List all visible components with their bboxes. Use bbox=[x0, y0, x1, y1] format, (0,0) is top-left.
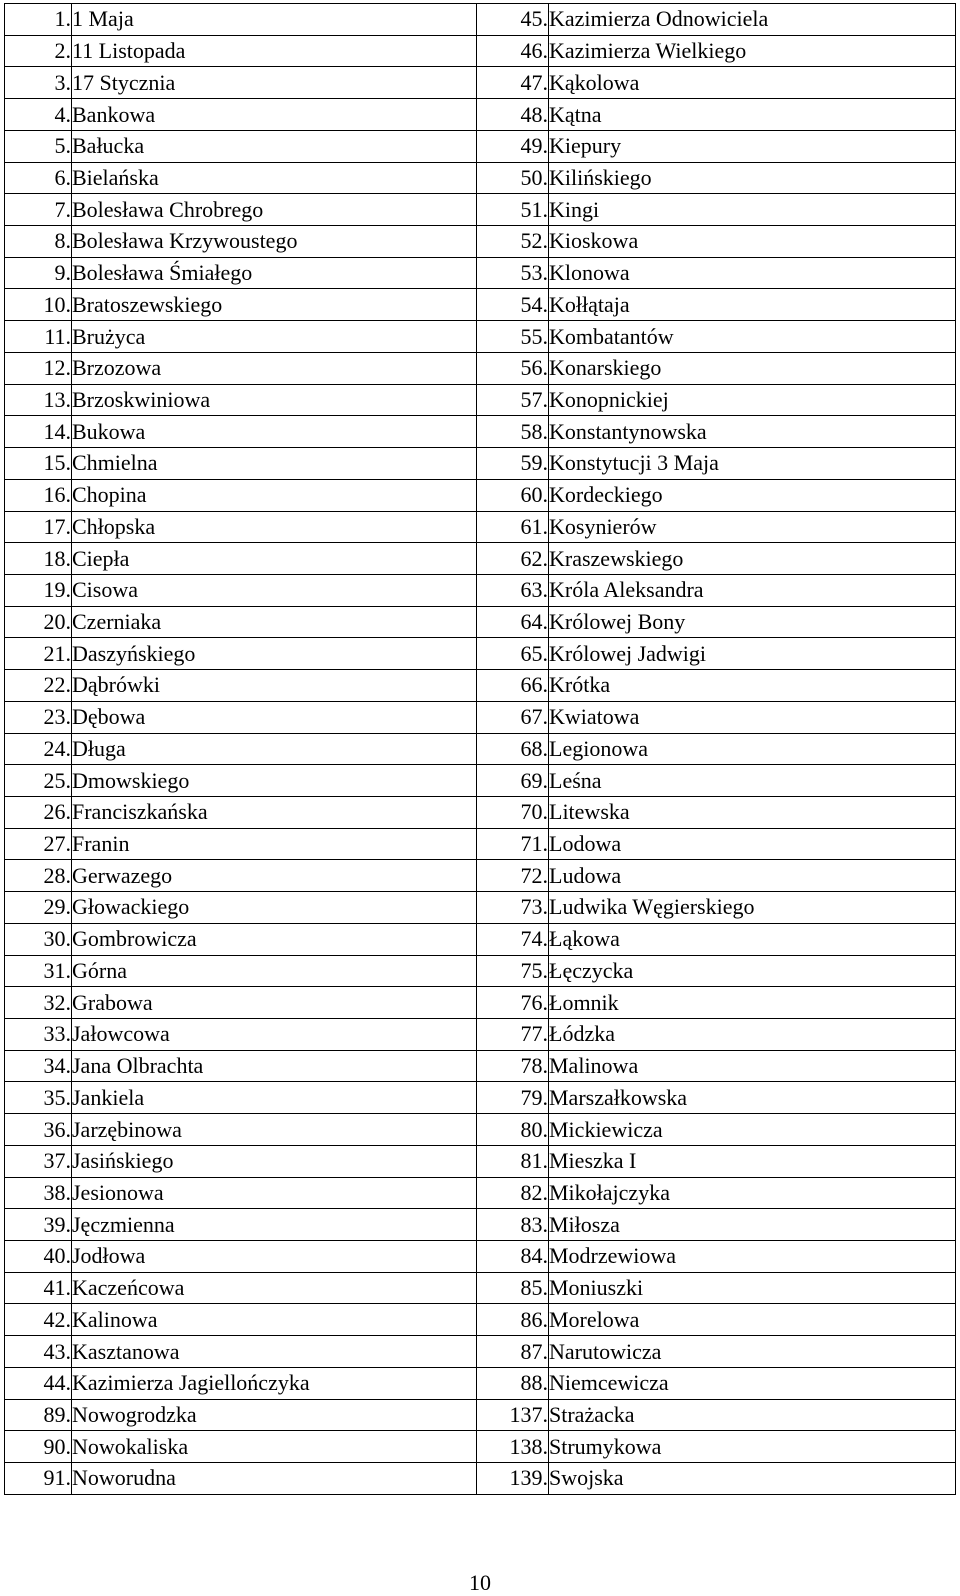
left-number-cell: 4. bbox=[5, 99, 72, 131]
table-row bbox=[5, 1209, 956, 1241]
right-number-cell: 66. bbox=[477, 670, 549, 702]
left-street-name-cell: Daszyńskiego bbox=[72, 638, 477, 670]
right-street-name-cell: Narutowicza bbox=[549, 1336, 956, 1368]
table-row bbox=[5, 828, 956, 860]
right-number-cell: 80. bbox=[477, 1114, 549, 1146]
left-street-name-cell: 11 Listopada bbox=[72, 35, 477, 67]
right-street-name-cell: Miłosza bbox=[549, 1209, 956, 1241]
left-street-name-cell: Dębowa bbox=[72, 701, 477, 733]
left-number-cell: 90. bbox=[5, 1431, 72, 1463]
table-row bbox=[5, 479, 956, 511]
right-number-cell: 62. bbox=[477, 543, 549, 575]
left-number-cell: 17. bbox=[5, 511, 72, 543]
right-street-name-cell: Litewska bbox=[549, 796, 956, 828]
left-street-name-cell: Jasińskiego bbox=[72, 1145, 477, 1177]
left-street-name-cell: Bałucka bbox=[72, 130, 477, 162]
table-row bbox=[5, 765, 956, 797]
right-number-cell: 58. bbox=[477, 416, 549, 448]
left-number-cell: 1. bbox=[5, 4, 72, 36]
right-number-cell: 87. bbox=[477, 1336, 549, 1368]
right-street-name-cell: Królowej Bony bbox=[549, 606, 956, 638]
left-number-cell: 22. bbox=[5, 670, 72, 702]
table-row bbox=[5, 892, 956, 924]
left-street-name-cell: Jodłowa bbox=[72, 1241, 477, 1273]
left-number-cell: 36. bbox=[5, 1114, 72, 1146]
table-row bbox=[5, 35, 956, 67]
right-number-cell: 47. bbox=[477, 67, 549, 99]
left-street-name-cell: Ciepła bbox=[72, 543, 477, 575]
table-row bbox=[5, 257, 956, 289]
left-street-name-cell: Kazimierza Jagiellończyka bbox=[72, 1367, 477, 1399]
table-row bbox=[5, 987, 956, 1019]
right-number-cell: 69. bbox=[477, 765, 549, 797]
right-number-cell: 78. bbox=[477, 1050, 549, 1082]
right-number-cell: 85. bbox=[477, 1272, 549, 1304]
table-row bbox=[5, 670, 956, 702]
right-street-name-cell: Mickiewicza bbox=[549, 1114, 956, 1146]
left-street-name-cell: Jesionowa bbox=[72, 1177, 477, 1209]
right-number-cell: 137. bbox=[477, 1399, 549, 1431]
left-street-name-cell: Kaczeńcowa bbox=[72, 1272, 477, 1304]
table-row bbox=[5, 796, 956, 828]
table-row bbox=[5, 226, 956, 258]
right-street-name-cell: Kiepury bbox=[549, 130, 956, 162]
left-street-name-cell: Bielańska bbox=[72, 162, 477, 194]
right-street-name-cell: Legionowa bbox=[549, 733, 956, 765]
table-row bbox=[5, 99, 956, 131]
right-number-cell: 77. bbox=[477, 1019, 549, 1051]
left-number-cell: 7. bbox=[5, 194, 72, 226]
left-number-cell: 5. bbox=[5, 130, 72, 162]
right-number-cell: 48. bbox=[477, 99, 549, 131]
left-number-cell: 12. bbox=[5, 352, 72, 384]
right-street-name-cell: Klonowa bbox=[549, 257, 956, 289]
left-number-cell: 29. bbox=[5, 892, 72, 924]
left-number-cell: 24. bbox=[5, 733, 72, 765]
right-street-name-cell: Kombatantów bbox=[549, 321, 956, 353]
table-row bbox=[5, 4, 956, 36]
left-street-name-cell: Brzoskwiniowa bbox=[72, 384, 477, 416]
left-street-name-cell: 17 Stycznia bbox=[72, 67, 477, 99]
left-street-name-cell: Jęczmienna bbox=[72, 1209, 477, 1241]
left-street-name-cell: Gombrowicza bbox=[72, 923, 477, 955]
left-number-cell: 19. bbox=[5, 574, 72, 606]
right-number-cell: 81. bbox=[477, 1145, 549, 1177]
table-row bbox=[5, 1082, 956, 1114]
right-street-name-cell: Ludowa bbox=[549, 860, 956, 892]
left-street-name-cell: Nowokaliska bbox=[72, 1431, 477, 1463]
left-street-name-cell: Kasztanowa bbox=[72, 1336, 477, 1368]
table-row bbox=[5, 352, 956, 384]
left-street-name-cell: Bukowa bbox=[72, 416, 477, 448]
right-street-name-cell: Niemcewicza bbox=[549, 1367, 956, 1399]
table-row bbox=[5, 130, 956, 162]
right-number-cell: 50. bbox=[477, 162, 549, 194]
right-street-name-cell: Mikołajczyka bbox=[549, 1177, 956, 1209]
right-street-name-cell: Konopnickiej bbox=[549, 384, 956, 416]
left-street-name-cell: Kalinowa bbox=[72, 1304, 477, 1336]
left-number-cell: 25. bbox=[5, 765, 72, 797]
table-row bbox=[5, 67, 956, 99]
right-street-name-cell: Modrzewiowa bbox=[549, 1241, 956, 1273]
right-number-cell: 83. bbox=[477, 1209, 549, 1241]
table-row bbox=[5, 574, 956, 606]
table-row bbox=[5, 1019, 956, 1051]
right-number-cell: 46. bbox=[477, 35, 549, 67]
left-street-name-cell: Jankiela bbox=[72, 1082, 477, 1114]
right-street-name-cell: Kilińskiego bbox=[549, 162, 956, 194]
left-street-name-cell: Brzozowa bbox=[72, 352, 477, 384]
right-street-name-cell: Łomnik bbox=[549, 987, 956, 1019]
right-number-cell: 73. bbox=[477, 892, 549, 924]
right-number-cell: 139. bbox=[477, 1463, 549, 1495]
left-number-cell: 9. bbox=[5, 257, 72, 289]
right-street-name-cell: Malinowa bbox=[549, 1050, 956, 1082]
right-number-cell: 53. bbox=[477, 257, 549, 289]
right-street-name-cell: Strumykowa bbox=[549, 1431, 956, 1463]
left-number-cell: 34. bbox=[5, 1050, 72, 1082]
right-number-cell: 59. bbox=[477, 448, 549, 480]
right-street-name-cell: Morelowa bbox=[549, 1304, 956, 1336]
left-street-name-cell: Gerwazego bbox=[72, 860, 477, 892]
table-row bbox=[5, 194, 956, 226]
table-row bbox=[5, 860, 956, 892]
right-street-name-cell: Łódzka bbox=[549, 1019, 956, 1051]
left-street-name-cell: Bratoszewskiego bbox=[72, 289, 477, 321]
left-street-name-cell: 1 Maja bbox=[72, 4, 477, 36]
right-street-name-cell: Łęczycka bbox=[549, 955, 956, 987]
right-number-cell: 67. bbox=[477, 701, 549, 733]
table-row bbox=[5, 1241, 956, 1273]
right-street-name-cell: Lodowa bbox=[549, 828, 956, 860]
left-number-cell: 44. bbox=[5, 1367, 72, 1399]
left-number-cell: 16. bbox=[5, 479, 72, 511]
right-number-cell: 51. bbox=[477, 194, 549, 226]
left-street-name-cell: Nowogrodzka bbox=[72, 1399, 477, 1431]
table-row bbox=[5, 733, 956, 765]
left-number-cell: 40. bbox=[5, 1241, 72, 1273]
table-row bbox=[5, 416, 956, 448]
right-street-name-cell: Leśna bbox=[549, 765, 956, 797]
right-street-name-cell: Konstytucji 3 Maja bbox=[549, 448, 956, 480]
table-row bbox=[5, 511, 956, 543]
table-row bbox=[5, 1304, 956, 1336]
right-number-cell: 49. bbox=[477, 130, 549, 162]
right-street-name-cell: Królowej Jadwigi bbox=[549, 638, 956, 670]
table-row bbox=[5, 1114, 956, 1146]
right-number-cell: 64. bbox=[477, 606, 549, 638]
left-number-cell: 42. bbox=[5, 1304, 72, 1336]
left-street-name-cell: Chopina bbox=[72, 479, 477, 511]
right-street-name-cell: Kosynierów bbox=[549, 511, 956, 543]
right-number-cell: 55. bbox=[477, 321, 549, 353]
left-number-cell: 11. bbox=[5, 321, 72, 353]
right-street-name-cell: Moniuszki bbox=[549, 1272, 956, 1304]
left-street-name-cell: Jarzębinowa bbox=[72, 1114, 477, 1146]
table-row bbox=[5, 1399, 956, 1431]
right-street-name-cell: Konstantynowska bbox=[549, 416, 956, 448]
left-number-cell: 33. bbox=[5, 1019, 72, 1051]
table-row bbox=[5, 1463, 956, 1495]
table-row bbox=[5, 923, 956, 955]
right-number-cell: 68. bbox=[477, 733, 549, 765]
table-row bbox=[5, 1367, 956, 1399]
left-street-name-cell: Franin bbox=[72, 828, 477, 860]
left-street-name-cell: Dąbrówki bbox=[72, 670, 477, 702]
right-street-name-cell: Łąkowa bbox=[549, 923, 956, 955]
left-street-name-cell: Długa bbox=[72, 733, 477, 765]
left-street-name-cell: Bankowa bbox=[72, 99, 477, 131]
left-street-name-cell: Franciszkańska bbox=[72, 796, 477, 828]
table-row bbox=[5, 384, 956, 416]
right-street-name-cell: Kątna bbox=[549, 99, 956, 131]
left-number-cell: 31. bbox=[5, 955, 72, 987]
left-number-cell: 28. bbox=[5, 860, 72, 892]
right-street-name-cell: Marszałkowska bbox=[549, 1082, 956, 1114]
left-number-cell: 10. bbox=[5, 289, 72, 321]
right-number-cell: 82. bbox=[477, 1177, 549, 1209]
right-street-name-cell: Kąkolowa bbox=[549, 67, 956, 99]
left-number-cell: 37. bbox=[5, 1145, 72, 1177]
left-number-cell: 6. bbox=[5, 162, 72, 194]
right-number-cell: 86. bbox=[477, 1304, 549, 1336]
left-number-cell: 13. bbox=[5, 384, 72, 416]
left-number-cell: 39. bbox=[5, 1209, 72, 1241]
left-street-name-cell: Brużyca bbox=[72, 321, 477, 353]
left-street-name-cell: Chmielna bbox=[72, 448, 477, 480]
table-row bbox=[5, 1145, 956, 1177]
left-street-name-cell: Noworudna bbox=[72, 1463, 477, 1495]
left-street-name-cell: Czerniaka bbox=[72, 606, 477, 638]
right-street-name-cell: Swojska bbox=[549, 1463, 956, 1495]
table-row bbox=[5, 955, 956, 987]
left-street-name-cell: Bolesława Krzywoustego bbox=[72, 226, 477, 258]
page-number: 10 bbox=[469, 1570, 491, 1595]
table-row bbox=[5, 289, 956, 321]
left-street-name-cell: Chłopska bbox=[72, 511, 477, 543]
left-number-cell: 14. bbox=[5, 416, 72, 448]
left-number-cell: 2. bbox=[5, 35, 72, 67]
table-row bbox=[5, 1336, 956, 1368]
right-number-cell: 60. bbox=[477, 479, 549, 511]
table-row bbox=[5, 1272, 956, 1304]
left-number-cell: 18. bbox=[5, 543, 72, 575]
right-number-cell: 88. bbox=[477, 1367, 549, 1399]
right-number-cell: 138. bbox=[477, 1431, 549, 1463]
left-number-cell: 38. bbox=[5, 1177, 72, 1209]
right-number-cell: 84. bbox=[477, 1241, 549, 1273]
left-number-cell: 41. bbox=[5, 1272, 72, 1304]
table-row bbox=[5, 1050, 956, 1082]
table-row bbox=[5, 162, 956, 194]
right-number-cell: 65. bbox=[477, 638, 549, 670]
left-street-name-cell: Jałowcowa bbox=[72, 1019, 477, 1051]
right-street-name-cell: Kazimierza Odnowiciela bbox=[549, 4, 956, 36]
table-row bbox=[5, 1177, 956, 1209]
right-number-cell: 76. bbox=[477, 987, 549, 1019]
left-number-cell: 21. bbox=[5, 638, 72, 670]
right-number-cell: 54. bbox=[477, 289, 549, 321]
right-number-cell: 75. bbox=[477, 955, 549, 987]
left-number-cell: 43. bbox=[5, 1336, 72, 1368]
right-number-cell: 56. bbox=[477, 352, 549, 384]
right-number-cell: 52. bbox=[477, 226, 549, 258]
right-street-name-cell: Kordeckiego bbox=[549, 479, 956, 511]
left-number-cell: 15. bbox=[5, 448, 72, 480]
left-number-cell: 32. bbox=[5, 987, 72, 1019]
left-number-cell: 91. bbox=[5, 1463, 72, 1495]
left-number-cell: 89. bbox=[5, 1399, 72, 1431]
table-row bbox=[5, 448, 956, 480]
right-street-name-cell: Kingi bbox=[549, 194, 956, 226]
right-number-cell: 61. bbox=[477, 511, 549, 543]
table-row bbox=[5, 1431, 956, 1463]
street-list-table bbox=[4, 3, 956, 1495]
right-number-cell: 57. bbox=[477, 384, 549, 416]
right-number-cell: 70. bbox=[477, 796, 549, 828]
left-street-name-cell: Cisowa bbox=[72, 574, 477, 606]
left-street-name-cell: Głowackiego bbox=[72, 892, 477, 924]
left-number-cell: 27. bbox=[5, 828, 72, 860]
right-street-name-cell: Krótka bbox=[549, 670, 956, 702]
table-row bbox=[5, 321, 956, 353]
left-number-cell: 23. bbox=[5, 701, 72, 733]
right-street-name-cell: Strażacka bbox=[549, 1399, 956, 1431]
left-street-name-cell: Bolesława Chrobrego bbox=[72, 194, 477, 226]
right-street-name-cell: Konarskiego bbox=[549, 352, 956, 384]
right-number-cell: 45. bbox=[477, 4, 549, 36]
right-street-name-cell: Króla Aleksandra bbox=[549, 574, 956, 606]
left-number-cell: 8. bbox=[5, 226, 72, 258]
left-street-name-cell: Dmowskiego bbox=[72, 765, 477, 797]
right-street-name-cell: Kraszewskiego bbox=[549, 543, 956, 575]
table-row bbox=[5, 543, 956, 575]
right-number-cell: 71. bbox=[477, 828, 549, 860]
table-row bbox=[5, 606, 956, 638]
right-street-name-cell: Kwiatowa bbox=[549, 701, 956, 733]
left-number-cell: 26. bbox=[5, 796, 72, 828]
right-number-cell: 72. bbox=[477, 860, 549, 892]
street-list-body bbox=[5, 4, 956, 1495]
left-number-cell: 35. bbox=[5, 1082, 72, 1114]
left-street-name-cell: Bolesława Śmiałego bbox=[72, 257, 477, 289]
left-street-name-cell: Górna bbox=[72, 955, 477, 987]
right-street-name-cell: Kołłątaja bbox=[549, 289, 956, 321]
right-street-name-cell: Ludwika Węgierskiego bbox=[549, 892, 956, 924]
left-number-cell: 30. bbox=[5, 923, 72, 955]
right-street-name-cell: Kazimierza Wielkiego bbox=[549, 35, 956, 67]
right-street-name-cell: Mieszka I bbox=[549, 1145, 956, 1177]
table-row bbox=[5, 701, 956, 733]
left-number-cell: 3. bbox=[5, 67, 72, 99]
left-street-name-cell: Jana Olbrachta bbox=[72, 1050, 477, 1082]
right-number-cell: 74. bbox=[477, 923, 549, 955]
left-number-cell: 20. bbox=[5, 606, 72, 638]
right-number-cell: 79. bbox=[477, 1082, 549, 1114]
table-row bbox=[5, 638, 956, 670]
right-number-cell: 63. bbox=[477, 574, 549, 606]
left-street-name-cell: Grabowa bbox=[72, 987, 477, 1019]
right-street-name-cell: Kioskowa bbox=[549, 226, 956, 258]
